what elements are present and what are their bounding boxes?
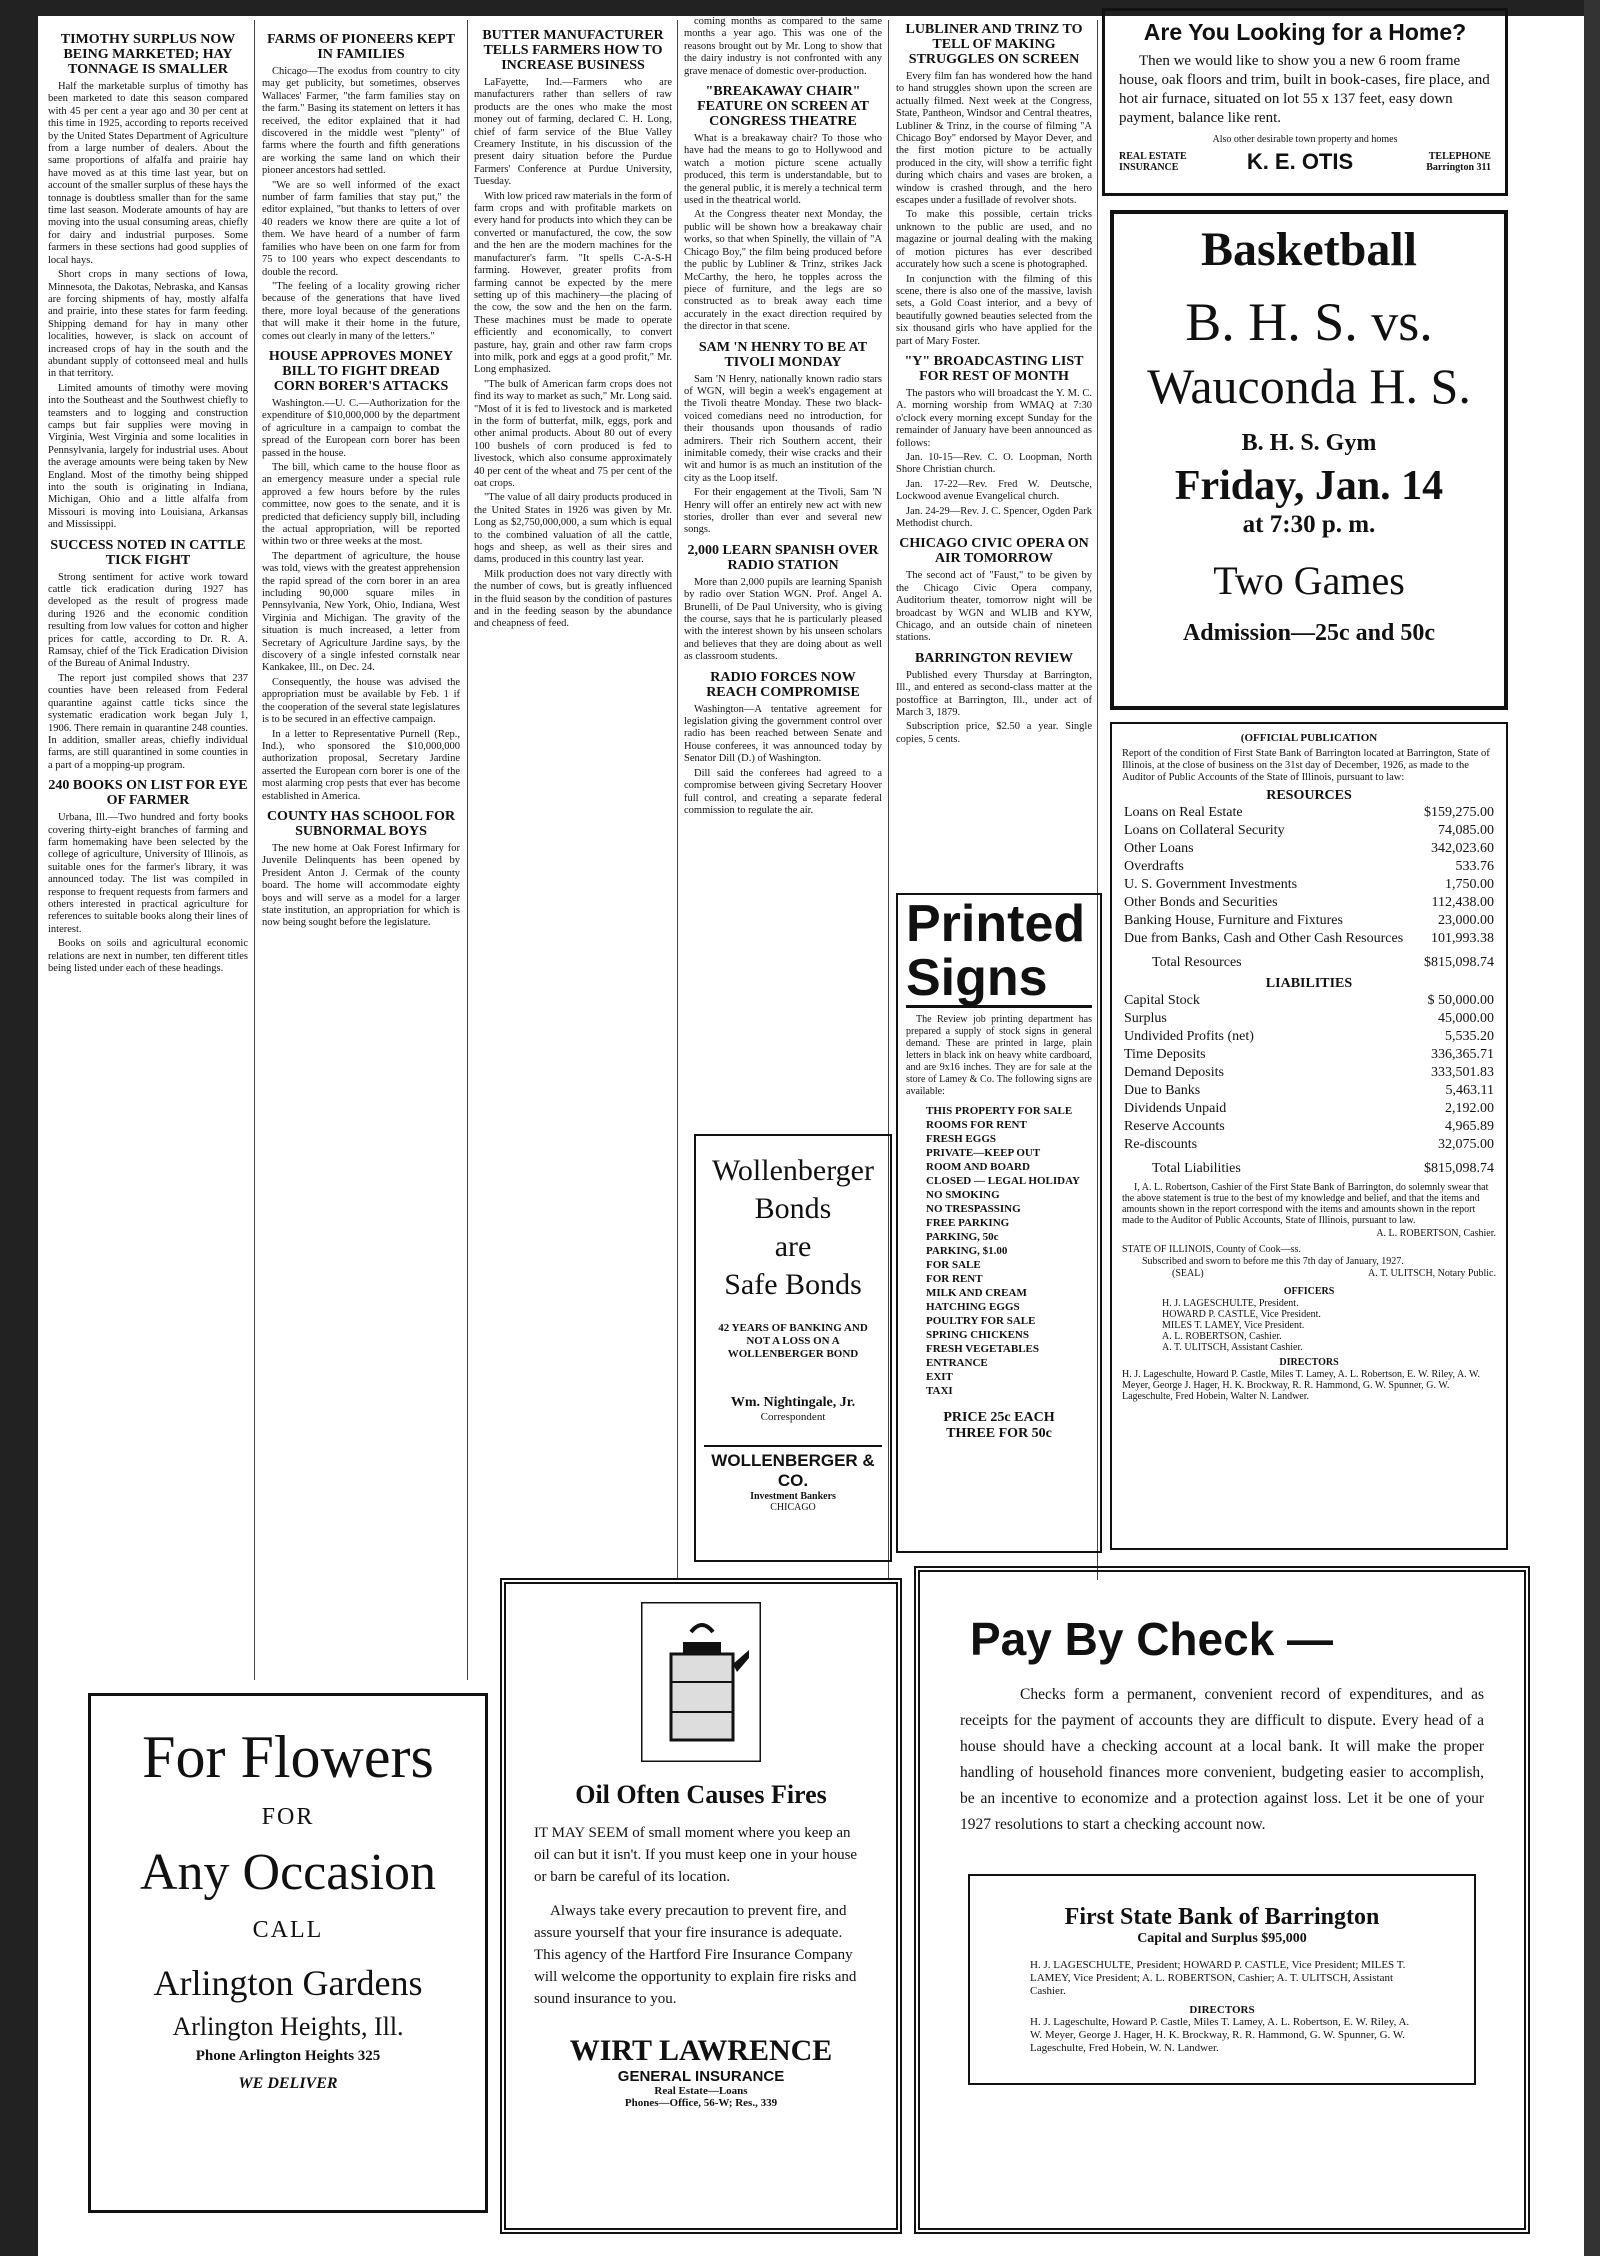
article-paragraph: The report just compiled shows that 237 counties have been released from Federal quarantine against cattle ticks since the systematic eradication work began July 1, 1906. There remain in quarantine 248 counties. In addition, smaller areas, chiefly individual farms, are still quarantined in some counties in a part of a mopping-up program. bbox=[48, 672, 248, 771]
article-headline: BUTTER MANUFACTURER TELLS FARMERS HOW TO INCREASE BUSINESS bbox=[482, 28, 664, 73]
statement-row bbox=[1122, 930, 1496, 948]
check-bank-officers: H. J. LAGESCHULTE, President; HOWARD P. CASTLE, Vice President; MILES T. LAMEY, Vice President; A. L. ROBERTSON, Cashier; A. T. ULITSCH, Assistant Cashier. bbox=[1030, 1959, 1406, 1997]
article-headline: SAM 'N HENRY TO BE AT TIVOLI MONDAY bbox=[698, 339, 868, 370]
flowers-line3: Any Occasion bbox=[139, 1844, 437, 1901]
bank-card bbox=[968, 1874, 1476, 2085]
article-paragraph: Strong sentiment for active work toward cattle tick eradication during 1927 has developed as the result of progress made during 1926 and the economic condition resulting from low values for cotton and higher prices for cattle, according to Dr. R. A. Ramsay, chief of the Tick Eradication Division of the Bureau of Animal Industry. bbox=[48, 571, 248, 670]
bonds-agent-role: Correspondent bbox=[760, 1411, 826, 1423]
article-paragraph: LaFayette, Ind.—Farmers who are manufacturers rather than sellers of raw products are the ones who make the most money out of farming, declared C. H. Long, chief of farm service of the Blue Valley Creamery Institute, in his discussion of the present dairy situation before the Purdue Farmers' Conference at Purdue University, Tuesday. bbox=[474, 77, 672, 188]
article-paragraph: Jan. 24-29—Rev. J. C. Spencer, Ogden Park Methodist church. bbox=[896, 505, 1092, 529]
statement-label: Undivided Profits (net) bbox=[1124, 1029, 1254, 1044]
fire-insurance-ad bbox=[500, 1578, 902, 2234]
flowers-phone: Phone Arlington Heights 325 bbox=[195, 2048, 381, 2064]
column-rule bbox=[467, 20, 468, 1680]
statement-value: 342,023.60 bbox=[1431, 841, 1494, 856]
statement-row bbox=[1122, 840, 1496, 858]
bank-officer: A. L. ROBERTSON, Cashier. bbox=[1162, 1331, 1282, 1342]
article-paragraph: Jan. 10-15—Rev. C. O. Loopman, North Shore Christian church. bbox=[896, 451, 1092, 476]
bonds-agent: Wm. Nightingale, Jr. bbox=[730, 1395, 856, 1410]
flowers-line2: FOR bbox=[261, 1804, 315, 1830]
statement-label: Loans on Collateral Security bbox=[1124, 823, 1285, 838]
statement-value: 112,438.00 bbox=[1431, 895, 1494, 910]
resources-table bbox=[1122, 804, 1496, 948]
statement-label: Time Deposits bbox=[1124, 1047, 1206, 1062]
sign-item: TAXI bbox=[926, 1385, 953, 1397]
statement-value: 45,000.00 bbox=[1438, 1011, 1494, 1026]
statement-label: Banking House, Furniture and Fixtures bbox=[1124, 913, 1343, 928]
home-ad-phone: TELEPHONE Barrington 311 bbox=[1426, 151, 1491, 173]
sign-item: FOR RENT bbox=[926, 1273, 983, 1285]
statement-label: Due to Banks bbox=[1124, 1083, 1201, 1098]
scan-edge-right bbox=[1584, 0, 1600, 2256]
column-rule bbox=[254, 20, 255, 1680]
total-resources-label: Total Resources bbox=[1152, 955, 1242, 970]
fire-agent-phone: Phones—Office, 56-W; Res., 339 bbox=[624, 2097, 778, 2109]
basketball-ad bbox=[1110, 210, 1508, 710]
sign-item: MILK AND CREAM bbox=[926, 1287, 1027, 1299]
basketball-admission: Admission—25c and 50c bbox=[1182, 620, 1436, 646]
article-paragraph: For their engagement at the Tivoli, Sam 'N Henry will offer an entirely new act with new stories, droller than ever and several new songs. bbox=[684, 487, 882, 536]
statement-value: 336,365.71 bbox=[1431, 1047, 1494, 1062]
bonds-line3: are bbox=[774, 1230, 812, 1263]
liabilities-table bbox=[1122, 992, 1496, 1154]
statement-value: $159,275.00 bbox=[1424, 805, 1494, 820]
total-liabilities-label: Total Liabilities bbox=[1152, 1161, 1241, 1176]
sign-item: THIS PROPERTY FOR SALE bbox=[926, 1105, 1073, 1117]
flowers-line1: For Flowers bbox=[142, 1724, 434, 1790]
article-paragraph: Washington.—U. C.—Authorization for the expenditure of $10,000,000 by the department of agriculture in a campaign to combat the spread of the European corn borer has been passed in the house. bbox=[262, 397, 460, 459]
article-headline: "Y" BROADCASTING LIST FOR REST OF MONTH bbox=[904, 353, 1084, 384]
check-body: Checks form a permanent, convenient record of expenditures, and as receipts for the payment of accounts they are difficult to dispute. Every head of a house should have a checking account at a local bank. It will make the proper handling of household finances more convenient, budgeting easier to accomplish, be an incentive to economize and a protection against loss. Let it be one of your 1927 resolutions to start a checking account now. bbox=[960, 1686, 1484, 1833]
home-ad-name: K. E. OTIS bbox=[1246, 149, 1354, 174]
statement-value: 2,192.00 bbox=[1445, 1101, 1494, 1116]
statement-value: 23,000.00 bbox=[1438, 913, 1494, 928]
article-paragraph: Chicago—The exodus from country to city may get publicity, but sometimes, observes Wallaces' Farmer, "the farm families stay on the farm." Basing its statement on letters it has received, the editor explained that it had discovered in the middle west "plenty" of farms where the fourth and fifth generations are working the same land on which their pioneer ancestors had settled. bbox=[262, 66, 460, 177]
statement-value: 533.76 bbox=[1455, 859, 1494, 874]
statement-row bbox=[1122, 1136, 1496, 1154]
statement-value: 5,535.20 bbox=[1445, 1029, 1494, 1044]
signs-ad bbox=[896, 893, 1102, 1553]
check-bank-capital: Capital and Surplus $95,000 bbox=[1137, 1931, 1307, 1946]
statement-label: Other Bonds and Securities bbox=[1124, 895, 1278, 910]
statement-label: Loans on Real Estate bbox=[1124, 805, 1243, 820]
bonds-tagline: 42 YEARS OF BANKING AND NOT A LOSS ON A WOLLENBERGER BOND bbox=[718, 1322, 868, 1360]
sign-item: CLOSED — LEGAL HOLIDAY bbox=[926, 1175, 1080, 1187]
sign-item: ROOM AND BOARD bbox=[926, 1161, 1030, 1173]
article-headline: FARMS OF PIONEERS KEPT IN FAMILIES bbox=[267, 32, 455, 62]
statement-row bbox=[1122, 804, 1496, 822]
article-paragraph: Subscription price, $2.50 a year. Single copies, 5 cents. bbox=[896, 721, 1092, 745]
article-paragraph: "The feeling of a locality growing richer because of the generations that have lived there, more loyal because of the generations that will make it their home in the future, comes out clearly in many of the letters." bbox=[262, 280, 460, 342]
statement-value: 74,085.00 bbox=[1438, 823, 1494, 838]
bonds-line2: Bonds bbox=[754, 1192, 832, 1225]
article-paragraph: In conjunction with the filming of this scene, there is also one of the massive, lavish sets, a Gold Coast interior, and a bevy of beautifully gowned beauties selected from the six thousand girls who have applied for the part of Mary Foster. bbox=[896, 273, 1092, 347]
article-paragraph: "The bulk of American farm crops does not find its way to market as such," Mr. Long said. "Most of it is fed to livestock and is marketed in the form of butterfat, milk, eggs, pork and other animal products. About 80 out of every 100 bushels of corn produced is fed to livestock, which also consume approximately 40 per cent of the wheat and 75 per cent of the oat crops. bbox=[474, 378, 672, 489]
article-paragraph: The new home at Oak Forest Infirmary for Juvenile Delinquents has been opened by President Anton J. Cermak of the county board. The home will accommodate eighty boys and will serve as a model for a larger state institution, an appropriation for which is now being sought before the legislature. bbox=[262, 842, 460, 929]
article-paragraph: Dill said the conferees had agreed to a compromise between giving Secretary Hoover full control, and creating a separate federal commission to regulate the air. bbox=[684, 767, 882, 816]
statement-label: Due from Banks, Cash and Other Cash Resources bbox=[1124, 931, 1404, 946]
bank-officer: HOWARD P. CASTLE, Vice President. bbox=[1162, 1309, 1321, 1320]
statement-row bbox=[1122, 876, 1496, 894]
statement-label: Re-discounts bbox=[1124, 1137, 1198, 1152]
statement-value: 333,501.83 bbox=[1431, 1065, 1494, 1080]
sign-item: PRIVATE—KEEP OUT bbox=[926, 1147, 1041, 1159]
article-paragraph: The bill, which came to the house floor as an emergency measure under a special rule approved a few hours before by the rules committee, now goes to the senate, and it is predicted that deficiency supply bill, including the actual appropriation, will be reported within two or three weeks at the most. bbox=[262, 461, 460, 548]
article-paragraph: The department of agriculture, the house was told, views with the greatest apprehension the rapid spread of the corn borer in an area including 90,000 square miles in Pennsylvania, New York, Ohio, Indiana, West Virginia and Michigan. The gravity of the situation is much increased, a letter from Secretary of Agriculture Jardine says, by the discovery of a single infested cornstalk near Kankakee, Ill., on Dec. 24. bbox=[262, 550, 460, 674]
bonds-ad bbox=[694, 1134, 892, 1562]
statement-row bbox=[1122, 1064, 1496, 1082]
article-paragraph: Short crops in many sections of Iowa, Minnesota, the Dakotas, Nebraska, and Kansas are forcing shipments of hay, mostly alfalfa and prairie, into these states for farm feeding. Shipping demand for hay in many other localities, however, is slack on account of increased crops of hay in the south and the abundant supply of cottonseed meal and hulls in that territory. bbox=[48, 269, 248, 380]
article-paragraph: "The value of all dairy products produced in the United States in 1926 was given by Mr. Long as $2,750,000,000, a sum which is equal to the combined valuation of all the cattle, hogs and sheep, as well as their sires and dams, produced in this country last year. bbox=[474, 492, 672, 566]
article-paragraph: Washington—A tentative agreement for legislation giving the government control over radio has been reached between Senate and House conferees, it was announced today by Senator Dill (D.) of Washington. bbox=[684, 703, 882, 765]
article-headline: 2,000 LEARN SPANISH OVER RADIO STATION bbox=[687, 542, 879, 573]
resources-title: RESOURCES bbox=[1266, 788, 1352, 803]
article-paragraph: With low priced raw materials in the form of farm crops and with profitable markets on every hand for products into which they can be converted or manufactured, the cow, the sow and the hen are the modern machines for the manufacturer's farm. "It spells C-A-S-H farming. However, greater profits from farming cannot be expected by the mere setting up of this machinery—the placing of the cow, the sow and the hen on the farm. These machines must be made to operate efficiently and economically, to convert pasture, hay, grain and other raw farm crops into milk, pork and eggs at a good profit," Mr. Long emphasized. bbox=[474, 190, 672, 376]
statement-row bbox=[1122, 1028, 1496, 1046]
article-headline: CHICAGO CIVIC OPERA ON AIR TOMORROW bbox=[899, 536, 1089, 567]
news-column-4 bbox=[684, 16, 882, 1134]
sign-item: FREE PARKING bbox=[926, 1217, 1010, 1229]
sign-item: ENTRANCE bbox=[926, 1357, 988, 1369]
liabilities-title: LIABILITIES bbox=[1265, 976, 1353, 991]
statement-row bbox=[1122, 1046, 1496, 1064]
article-headline: LUBLINER AND TRINZ TO TELL OF MAKING STRUGGLES ON SCREEN bbox=[905, 22, 1083, 67]
oil-can-illustration bbox=[641, 1602, 761, 1762]
bank-directors-title: DIRECTORS bbox=[1279, 1357, 1339, 1368]
pay-by-check-ad bbox=[914, 1566, 1530, 2234]
statement-row bbox=[1122, 1082, 1496, 1100]
statement-label: Reserve Accounts bbox=[1124, 1119, 1225, 1134]
news-column-3 bbox=[474, 22, 672, 1582]
sign-item: POULTRY FOR SALE bbox=[926, 1315, 1036, 1327]
flowers-ad bbox=[88, 1693, 488, 2213]
article-paragraph: Every film fan has wondered how the hand to hand struggles shown upon the screen are actually filmed. Next week at the Congress, State, Pantheon, Windsor and Central theatres, Lubliner & Trinz, in the course of filming "A Chicago Boy" endorsed by Mayor Dever, and the first motion picture to be actually produced in the city, will show a terrific fight during which chairs and vases are broken, a window is crashed through, and the hero escapes under a fusillade of revolver shots. bbox=[896, 71, 1092, 207]
article-headline: "BREAKAWAY CHAIR" FEATURE ON SCREEN AT CONGRESS THEATRE bbox=[697, 84, 869, 130]
statement-label: Dividends Unpaid bbox=[1124, 1101, 1227, 1116]
home-ad bbox=[1102, 8, 1508, 196]
article-paragraph: coming months as compared to the same months a year ago. This was one of the reasons brought out by Mr. Long to show that the dairy industry is not confronted with any grave menace of domestic over-production. bbox=[684, 16, 882, 77]
bank-statement bbox=[1110, 722, 1508, 1550]
statement-value: 101,993.38 bbox=[1431, 931, 1494, 946]
statement-value: $ 50,000.00 bbox=[1427, 993, 1494, 1008]
total-liabilities-row bbox=[1122, 1160, 1496, 1178]
article-paragraph: What is a breakaway chair? To those who have had the means to go to Hollywood and watch a motion picture scene actually produced, this term is understandable, but to the general public, it is merely a technical term used in the theatrical world. bbox=[684, 133, 882, 207]
article-paragraph: The pastors who will broadcast the Y. M. C. A. morning worship from WMAQ at 7:30 o'clock every morning except Sunday for the remainder of January have been announced as follows: bbox=[896, 387, 1092, 449]
statement-row bbox=[1122, 912, 1496, 930]
fire-para-2: Always take every precaution to prevent fire, and assure yourself that your fire insurance is adequate. This agency of the Hartford Fire Insurance Company will welcome the opportunity to explain fire risks and sound insurance to you. bbox=[534, 1903, 857, 2007]
flowers-line5: Arlington Gardens bbox=[153, 1963, 423, 2003]
news-column-2 bbox=[262, 26, 460, 1681]
signs-intro: The Review job printing department has prepared a supply of stock signs in general demand. These are printed in large, plain letters in black ink on heavy white cardboard, and are 9x16 inches. They are for sale at the store of Lamey & Co. The following signs are available: bbox=[906, 1014, 1092, 1097]
total-resources-row bbox=[1122, 954, 1496, 972]
basketball-games: Two Games bbox=[1213, 558, 1405, 603]
article-paragraph: Limited amounts of timothy were moving into the Southeast and the Southwest chiefly to teamsters and to logging and construction camps but fair supplies were moving in Virginia, West Virginia and some localities in Pennsylvania, largely for industrial uses. About the average amounts were being taken by New England. Most of the timothy being shipped into the south is originating in Indiana, Michigan, Ohio and a little alfalfa from Missouri is moving into Louisiana, Arkansas and Mississippi. bbox=[48, 382, 248, 531]
home-ad-left: REAL ESTATE INSURANCE bbox=[1119, 151, 1187, 173]
statement-row bbox=[1122, 894, 1496, 912]
sign-item: HATCHING EGGS bbox=[926, 1301, 1020, 1313]
bank-officers-list bbox=[1122, 1298, 1496, 1353]
column-rule bbox=[677, 20, 678, 1580]
total-liabilities-value: $815,098.74 bbox=[1424, 1161, 1494, 1176]
article-paragraph: Consequently, the house was advised the appropriation must be available by Feb. 1 if the cooperation of the several state legislatures is to be secured in an effective campaign. bbox=[262, 676, 460, 726]
bank-signer: A. L. ROBERTSON, Cashier. bbox=[1376, 1228, 1496, 1239]
signs-list bbox=[906, 1104, 1092, 1398]
statement-row bbox=[1122, 1100, 1496, 1118]
fire-headline: Oil Often Causes Fires bbox=[575, 1780, 827, 1809]
statement-row bbox=[1122, 992, 1496, 1010]
news-column-1 bbox=[48, 26, 248, 1676]
bank-officers-title: OFFICERS bbox=[1283, 1286, 1335, 1297]
article-paragraph: Jan. 17-22—Rev. Fred W. Deutsche, Lockwood avenue Evangelical church. bbox=[896, 478, 1092, 503]
oil-can-icon bbox=[641, 1602, 761, 1762]
check-headline: Pay By Check — bbox=[970, 1613, 1334, 1665]
flowers-deliver: WE DELIVER bbox=[238, 2075, 338, 2092]
article-headline: 240 BOOKS ON LIST FOR EYE OF FARMER bbox=[48, 778, 248, 809]
home-ad-note: Also other desirable town property and homes bbox=[1212, 134, 1398, 145]
sign-item: SPRING CHICKENS bbox=[926, 1329, 1029, 1341]
scan-edge-left bbox=[0, 0, 38, 2256]
fire-para-1: IT MAY SEEM of small moment where you keep an oil can but it isn't. If you must keep one in your house or barn be careful of its location. bbox=[534, 1825, 858, 1885]
flowers-line4: CALL bbox=[252, 1917, 324, 1943]
article-headline: RADIO FORCES NOW REACH COMPROMISE bbox=[706, 669, 860, 700]
statement-label: Overdrafts bbox=[1124, 859, 1184, 874]
bank-officer: MILES T. LAMEY, Vice President. bbox=[1162, 1320, 1305, 1331]
bank-directors: H. J. Lageschulte, Howard P. Castle, Miles T. Lamey, A. L. Robertson, E. W. Riley, A. W. Meyer, George J. Hager, H. K. Brockway, R. R. Hammond, G. W. Spunner, G. W. Lageschulte, Fred Hobein, Walter N. Landwer. bbox=[1122, 1369, 1481, 1402]
bank-oath: I, A. L. Robertson, Cashier of the First State Bank of Barrington, do solemnly swear that the above statement is true to the best of my knowledge and belief, and that the items and amounts shown in the report correspond with the items and amounts shown in the report made to the Auditor of Public Accounts, State of Illinois, pursuant to law. bbox=[1122, 1182, 1489, 1226]
bonds-firm-sub: Investment Bankers bbox=[750, 1491, 836, 1502]
statement-row bbox=[1122, 822, 1496, 840]
bonds-city: CHICAGO bbox=[770, 1502, 816, 1513]
news-column-5 bbox=[896, 16, 1092, 892]
article-paragraph: Published every Thursday at Barrington, Ill., and entered as second-class matter at the postoffice at Barrington, Ill., under act of March 3, 1879. bbox=[896, 669, 1092, 719]
sign-item: EXIT bbox=[926, 1371, 953, 1383]
article-paragraph: At the Congress theater next Monday, the public will be shown how a breakaway chair works, so that when Spinelly, the villain of "A Chicago Boy," the film being produced before the public by Lubliner & Trinz, strikes Jack McCarthy, the hero, he topples across the piece of furniture, and the legs are so constructed as to break away each time accurately in the exact direction required by the director in that scene. bbox=[684, 209, 882, 333]
bonds-firm: WOLLENBERGER & CO. bbox=[704, 1445, 882, 1491]
fire-agent-sub2: Real Estate—Loans bbox=[654, 2085, 748, 2097]
article-paragraph: "We are so well informed of the exact number of farm families that stay put," the editor explained, "but thanks to letters of over 40 readers we know there are quite a lot of them. We have heard of a number of farm families who have been on one farm for from 75 to 100 years who expect descendants to double the record. bbox=[262, 179, 460, 278]
statement-label: Demand Deposits bbox=[1124, 1065, 1224, 1080]
bank-seal: (SEAL) bbox=[1172, 1268, 1204, 1279]
article-headline: HOUSE APPROVES MONEY BILL TO FIGHT DREAD CORN BORER'S ATTACKS bbox=[268, 348, 454, 394]
article-paragraph: Books on soils and agricultural economic relations are next in number, ten different titles being listed under each of these headings. bbox=[48, 938, 248, 974]
fire-agent-sub: GENERAL INSURANCE bbox=[617, 2068, 785, 2085]
article-paragraph: More than 2,000 pupils are learning Spanish by radio over Station WGN. Prof. Angel A. Brunelli, of De Paul University, who is giving the course, says that he is particularly pleased with the interest shown by his unseen scholars and believes that they are doing about as well as classroom students. bbox=[684, 576, 882, 663]
bank-subscribed: Subscribed and sworn to before me this 7th day of January, 1927. bbox=[1142, 1256, 1404, 1267]
bonds-line1: Wollenberger bbox=[712, 1154, 874, 1187]
basketball-date: Friday, Jan. 14 bbox=[1174, 463, 1444, 509]
article-paragraph: Milk production does not vary directly with the number of cows, but is greatly influenced in the fluid season by the condition of pastures and in the feeding season by the abundance and cheapness of feed. bbox=[474, 568, 672, 630]
home-ad-headline: Are You Looking for a Home? bbox=[1143, 19, 1467, 45]
statement-row bbox=[1122, 1010, 1496, 1028]
bank-statement-heading: (OFFICIAL PUBLICATION bbox=[1240, 732, 1378, 744]
signs-price-1: PRICE 25c EACH bbox=[943, 1410, 1055, 1425]
signs-price-2: THREE FOR 50c bbox=[946, 1426, 1052, 1441]
article-headline: TIMOTHY SURPLUS NOW BEING MARKETED; HAY TONNAGE IS SMALLER bbox=[60, 32, 236, 77]
statement-label: U. S. Government Investments bbox=[1124, 877, 1298, 892]
bonds-line4: Safe Bonds bbox=[724, 1268, 862, 1301]
article-paragraph: The second act of "Faust," to be given by the Chicago Civic Opera company, Auditorium theater, tomorrow night will be broadcast by WGN and WLIB and KYW, Chicago, and an outside chain of nineteen stations. bbox=[896, 570, 1092, 644]
statement-value: 4,965.89 bbox=[1445, 1119, 1494, 1134]
basketball-time: at 7:30 p. m. bbox=[1242, 511, 1376, 538]
sign-item: NO TRESPASSING bbox=[926, 1203, 1021, 1215]
article-paragraph: In a letter to Representative Purnell (Rep., Ind.), who sponsored the $10,000,000 authorization proposal, Secretary Jardine asserted the European corn borer is one of the most alarming crop pests that ever has become established in America. bbox=[262, 728, 460, 802]
basketball-venue: B. H. S. Gym bbox=[1241, 430, 1377, 456]
article-paragraph: Sam 'N Henry, nationally known radio stars of WGN, will begin a week's engagement at the Tivoli theatre Monday. These two black-voiced comedians need no introduction, for their thousands upon thousands of radio admirers. Their rich Southern accent, their inimitable comedy, their wise cracks and their wit and humor is as much an institution of the city as the Loop itself. bbox=[684, 373, 882, 484]
article-paragraph: To make this possible, certain tricks unknown to the public are used, and no magazine or journal dealing with the making of motion pictures has ever described accurately how such a scene is photographed. bbox=[896, 209, 1092, 271]
bank-officer: A. T. ULITSCH, Assistant Cashier. bbox=[1162, 1342, 1303, 1353]
sign-item: FOR SALE bbox=[926, 1259, 981, 1271]
bank-officer: H. J. LAGESCHULTE, President. bbox=[1162, 1298, 1299, 1309]
basketball-line1: B. H. S. vs. bbox=[1185, 292, 1433, 352]
statement-row bbox=[1122, 1118, 1496, 1136]
statement-row bbox=[1122, 858, 1496, 876]
check-bank-name: First State Bank of Barrington bbox=[1064, 1904, 1380, 1930]
sign-item: FRESH VEGETABLES bbox=[926, 1343, 1039, 1355]
statement-value: 32,075.00 bbox=[1438, 1137, 1494, 1152]
sign-item: PARKING, $1.00 bbox=[926, 1245, 1008, 1257]
fire-agent-name: WIRT LAWRENCE bbox=[569, 2034, 833, 2067]
bank-state: STATE OF ILLINOIS, County of Cook—ss. bbox=[1122, 1244, 1301, 1255]
signs-title-2: Signs bbox=[906, 951, 1092, 1008]
article-headline: SUCCESS NOTED IN CATTLE TICK FIGHT bbox=[50, 537, 246, 568]
statement-value: 5,463.11 bbox=[1445, 1083, 1494, 1098]
check-directors: H. J. Lageschulte, Howard P. Castle, Miles T. Lamey, A. L. Robertson, E. W. Riley, A. W. Meyer, George J. Hager, H. K. Brockway, R. R. Hammond, G. W. Spunner, G. W. Lageschulte, Fred Hobein, W. N. Landwer. bbox=[1030, 2016, 1410, 2054]
bank-statement-intro: Report of the condition of First State Bank of Barrington located at Barrington, State of Illinois, at the close of business on the 31st day of December, 1926, as made to the Auditor of Public Accounts of the State of Illinois, pursuant to law: bbox=[1122, 748, 1490, 783]
article-headline: BARRINGTON REVIEW bbox=[914, 650, 1074, 666]
signs-title-1: Printed bbox=[906, 895, 1086, 953]
statement-label: Capital Stock bbox=[1124, 993, 1200, 1008]
article-paragraph: Half the marketable surplus of timothy has been marketed to date this season compared with 45 per cent a year ago and 30 per cent at this time in 1925, according to reports received by the United States Department of Agriculture from a large number of dealers. About the same proportions of alfalfa and prairie hay have moved as at this time last year, but on account of the smaller surplus of these hays the tonnage is doubtless smaller than for the same time last season. Moderate amounts of hay are moving into the usual consuming areas, chiefly for dairy and industrial purposes. Some farmers in these sections had good supplies of local hays. bbox=[48, 81, 248, 266]
sign-item: ROOMS FOR RENT bbox=[926, 1119, 1027, 1131]
check-directors-title: DIRECTORS bbox=[1189, 2004, 1255, 2016]
statement-value: 1,750.00 bbox=[1445, 877, 1494, 892]
total-resources-value: $815,098.74 bbox=[1424, 955, 1494, 970]
basketball-line2: Wauconda H. S. bbox=[1147, 358, 1471, 414]
bank-notary: A. T. ULITSCH, Notary Public. bbox=[1368, 1268, 1496, 1279]
flowers-line6: Arlington Heights, Ill. bbox=[172, 2012, 404, 2041]
article-headline: COUNTY HAS SCHOOL FOR SUBNORMAL BOYS bbox=[266, 808, 456, 839]
statement-label: Surplus bbox=[1124, 1011, 1167, 1026]
statement-label: Other Loans bbox=[1124, 841, 1194, 856]
article-paragraph: Urbana, Ill.—Two hundred and forty books covering thirty-eight branches of farming and farm homemaking have been selected by the college of agriculture, University of Illinois, as suitable ones for the farmer's library, it was announced today. The list was compiled in response to frequent requests from farmers and others interested in practical agriculture for references to suitable books along their lines of interest. bbox=[48, 812, 248, 935]
sign-item: PARKING, 50c bbox=[926, 1231, 999, 1243]
sign-item: FRESH EGGS bbox=[926, 1133, 996, 1145]
basketball-title: Basketball bbox=[1200, 223, 1418, 276]
home-ad-body: Then we would like to show you a new 6 room frame house, oak floors and trim, built in book-cases, fire place, and hot air furnace, situated on lot 55 x 137 feet, easy down payment, balance like rent. bbox=[1119, 53, 1490, 126]
sign-item: NO SMOKING bbox=[926, 1189, 1000, 1201]
